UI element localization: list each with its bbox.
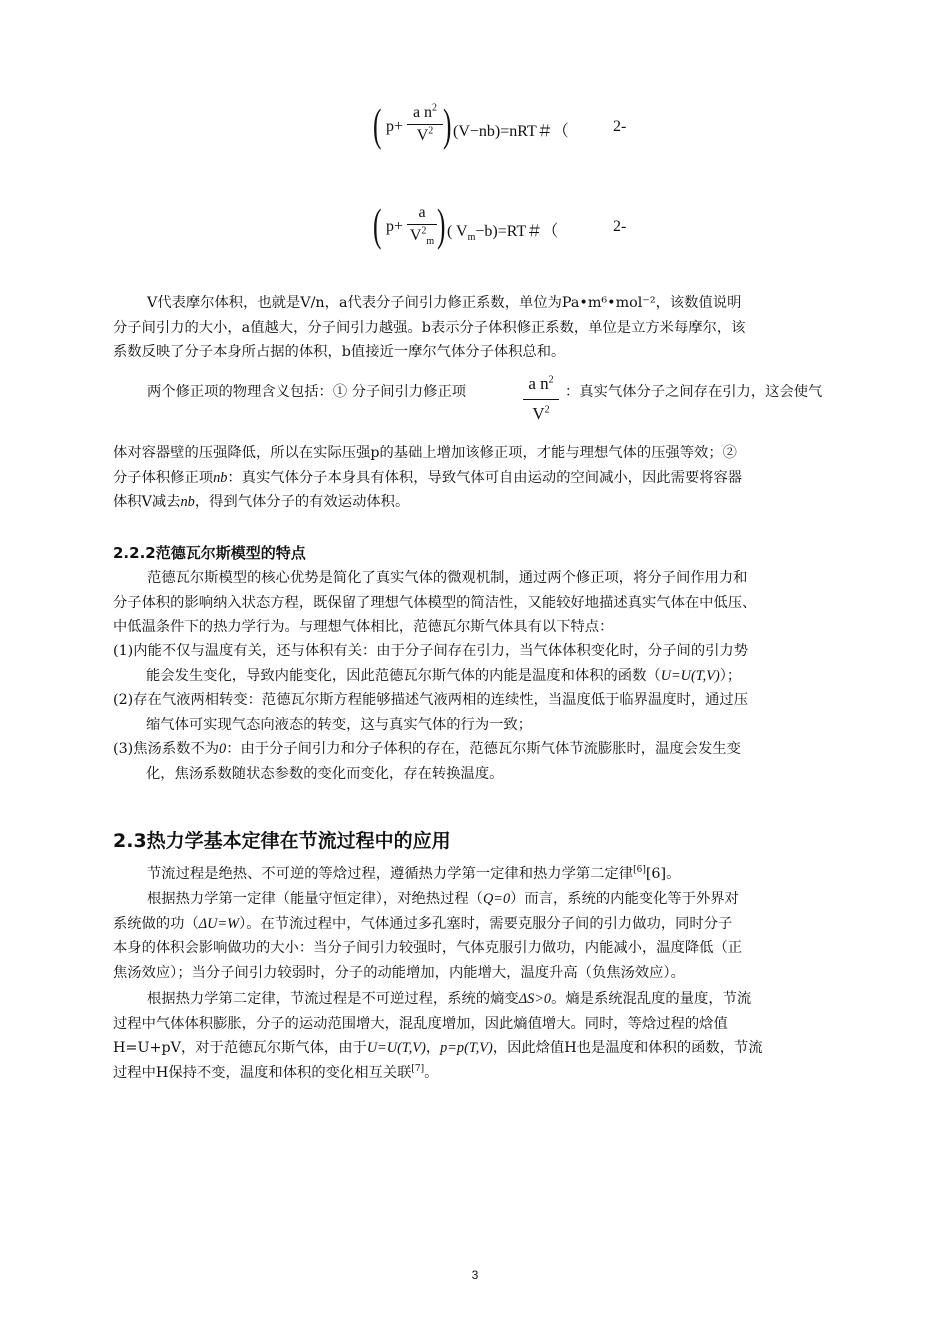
eq1-number: 2- (613, 118, 627, 135)
paragraph-second-law: 根据热力学第二定律，节流过程是不可逆过程，系统的熵变ΔS>0。熵是系统混乱度的量度，节流 过程中气体体积膨胀，分子的运动范围增大，混乱度增加，因此熵值增大。同时，等焓过程的焓值 H=U+pV，对于范德瓦尔斯气体，由于U=U(T,V)，p=p(T,V)，因此焓值H也是温度和体积的函数，节流 过程中H保持不变，温度和体积的变化相互关联[7]。 (113, 991, 763, 1081)
equation-1 (373, 96, 673, 166)
paragraph-vdw-intro: 范德瓦尔斯模型的核心优势是简化了真实气体的微观机制，通过两个修正项，将分子间作用力和 分子体积的影响纳入状态方程，既保留了理想气体模型的简洁性，又能较好地描述真实气体在中低压、 中低温条件下的热力学行为。与理想气体相比，范德瓦尔斯气体具有以下特点： (113, 570, 757, 635)
left-paren: ( (373, 99, 382, 150)
eq2-frac-den: V (409, 227, 422, 244)
eq1-frac-den: V (416, 127, 429, 144)
left-paren: ( (373, 199, 382, 250)
eq2-frac-num: a (407, 204, 437, 225)
eq2-p-plus: p+ (386, 218, 404, 235)
paragraph-first-law: 根据热力学第一定律（能量守恒定律），对绝热过程（Q=0）而言，系统的内能变化等于外界对 系统做的功（ΔU=W）。在节流过程中，气体通过多孔塞时，需要克服分子间的引力做功，同时分子 本身的体积会影响做功的大小：当分子间引力较强时，气体克服引力做功，内能减小，温度降低（正 焦汤效应）；当分子间引力较弱时，分子的动能增加，内能增大，温度升高（负焦汤效应）。 (113, 891, 743, 981)
equation-2 (373, 196, 673, 266)
right-paren: ) (443, 99, 452, 150)
section-heading-2-2-2: 2.2.2范德瓦尔斯模型的特点 (113, 544, 306, 562)
list-item-3: (3)焦汤系数不为0：由于分子间引力和分子体积的存在，范德瓦尔斯气体节流膨胀时，温度会发生变 化，焦汤系数随状态参数的变化而变化，存在转换温度。 (113, 741, 741, 782)
paragraph-throttling-intro: 节流过程是绝热、不可逆的等焓过程，遵循热力学第一定律和热力学第二定律[6][6]。 (147, 865, 681, 882)
eq1-p-plus: p+ (386, 118, 404, 135)
eq2-fraction: $\frac{a}{V^2_m}$ (407, 204, 437, 245)
paragraph-correction-meaning: 两个修正项的物理含义包括：① 分子间引力修正项 $\frac{a n^2}{V^2}$ ：真实气体分子之间存在引力，这会使气 体对容器壁的压强降低，所以在实际压强p的基础上增加该修正项，才能与理想气体的压强等效；② 分子体积修正项nb：真实气体分子本身具有体积，导致气体可自由运动的空间减小，因此需要将容器 体积V减去nb，得到气体分子的有效运动体积。 (113, 374, 823, 510)
eq1-frac-num: a n (412, 104, 433, 121)
right-paren: ) (437, 199, 446, 250)
list-item-2: (2)存在气液两相转变：范德瓦尔斯方程能够描述气液两相的连续性，当温度低于临界温度时，通过压 缩气体可实现气态向液态的转变，这与真实气体的行为一致； (113, 692, 749, 733)
eq2-rest: ( $V_m-b)=RT$＃（ (447, 223, 559, 244)
eq2-number: 2- (613, 218, 627, 235)
paragraph-v-definition: V代表摩尔体积，也就是V/n，a代表分子间引力修正系数，单位为Pa•m⁶•mol⁻²，该数值说明 分子间引力的大小，a值越大，分子间引力越强。b表示分子体积修正系数，单位是立方米每摩尔，该 系数反映了分子本身所占据的体积，b值接近一摩尔气体分子体积总和。 (113, 295, 746, 360)
inline-fraction: $\frac{a n^2}{V^2}$ (523, 372, 559, 426)
list-item-1: (1)内能不仅与温度有关，还与体积有关：由于分子间存在引力，当气体体积变化时，分子间的引力势 能会发生变化，导致内能变化，因此范德瓦尔斯气体的内能是温度和体积的函数（U=U(T,V)）； (113, 643, 749, 684)
eq1-rest: (V−nb)=nRT＃（ (453, 123, 569, 140)
eq1-fraction: $\frac{a n^2}{V^2}$ (407, 104, 443, 145)
page-number: 3 (471, 1268, 479, 1282)
section-heading-2-3: 2.3热力学基本定律在节流过程中的应用 (113, 830, 451, 852)
